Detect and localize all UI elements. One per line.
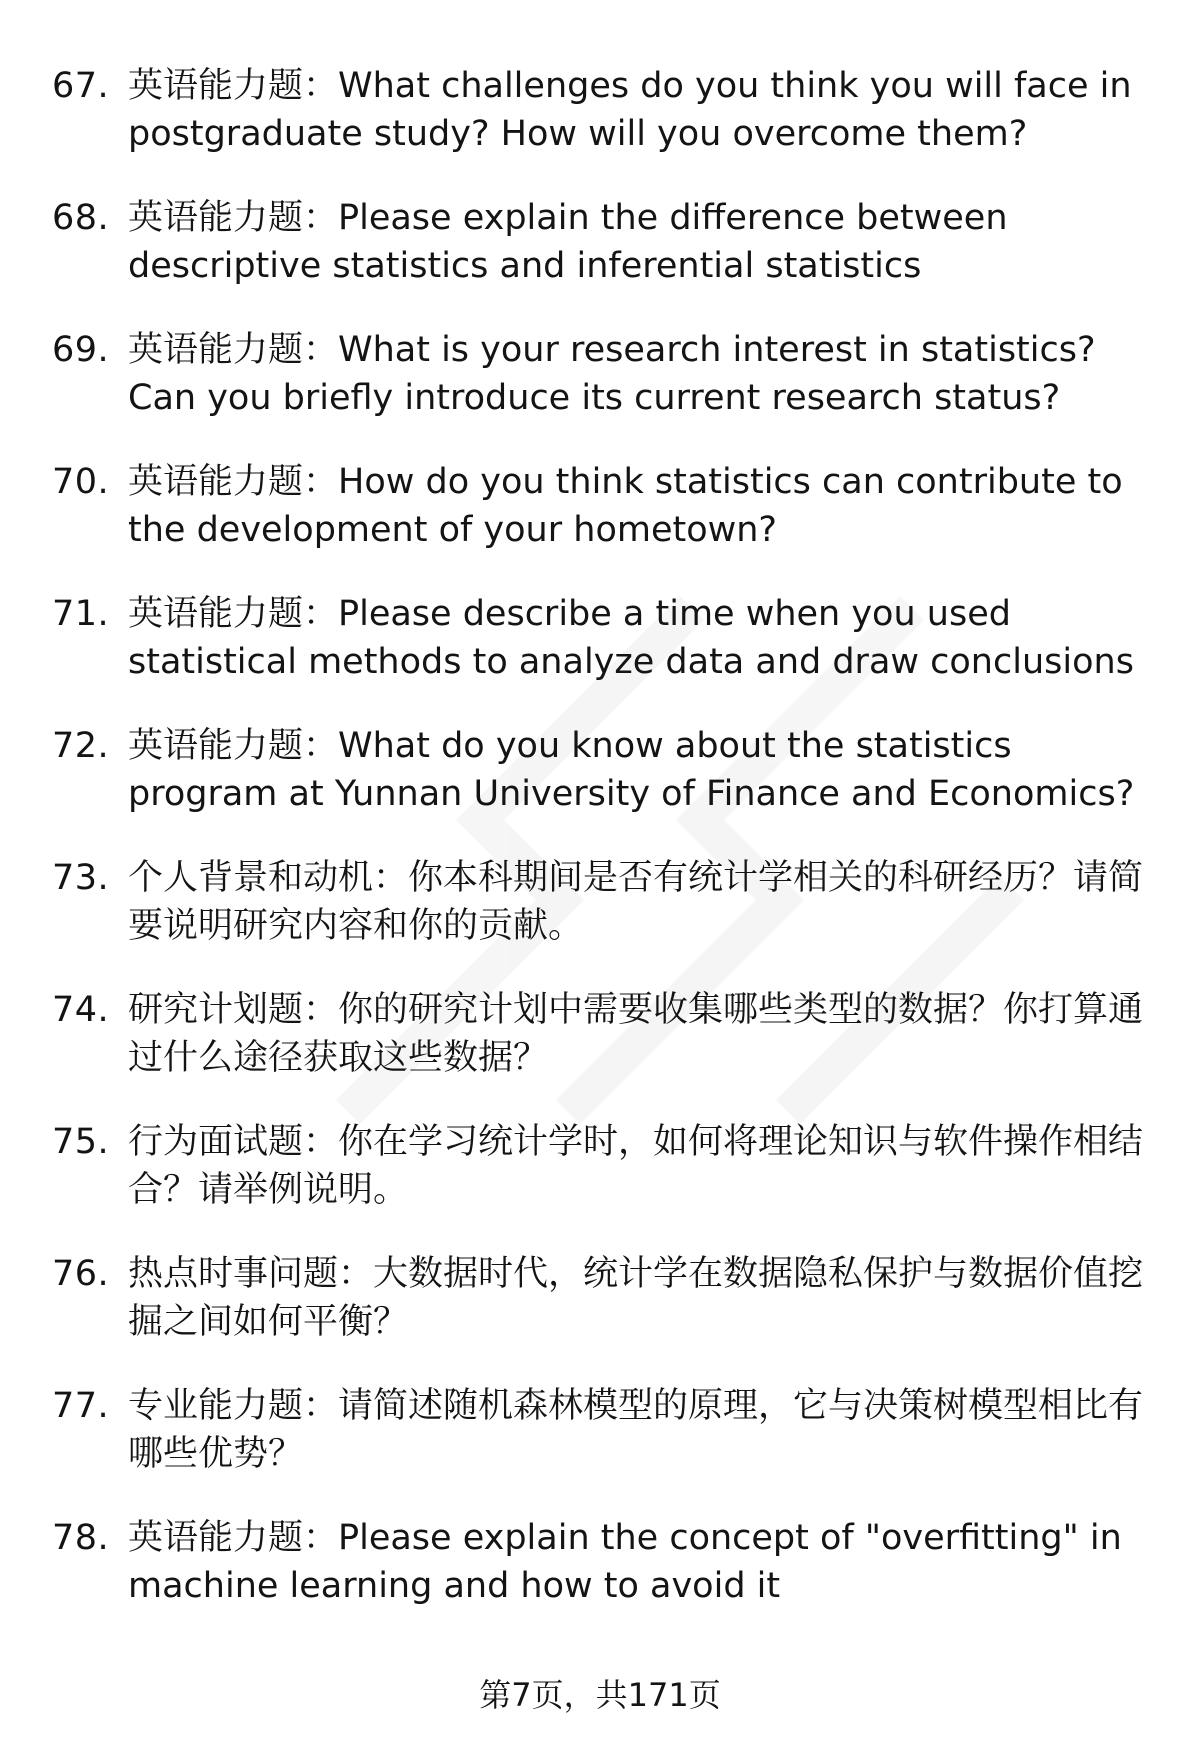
question-text: 英语能力题：What is your research interest in statistics? Can you briefly introduce its current research status?	[128, 330, 1096, 418]
question-number: 72.	[52, 726, 110, 766]
list-item	[0, 722, 1200, 854]
question-text: 英语能力题：How do you think statistics can contribute to the development of your hometown?	[128, 462, 1123, 550]
question-number: 73.	[52, 858, 110, 898]
list-item	[0, 1514, 1200, 1646]
question-number: 76.	[52, 1254, 110, 1294]
list-item	[0, 854, 1200, 986]
question-text: 个人背景和动机：你本科期间是否有统计学相关的科研经历？请简要说明研究内容和你的贡献。	[128, 858, 1144, 946]
page-indicator: 第7页，共171页	[479, 1676, 721, 1714]
list-item	[0, 986, 1200, 1118]
question-text: 英语能力题：Please explain the concept of "overfitting" in machine learning and how to avoid it	[128, 1518, 1122, 1606]
question-number: 78.	[52, 1518, 110, 1558]
list-item	[0, 62, 1200, 194]
question-text: 英语能力题：Please describe a time when you used statistical methods to analyze data and draw conclusions	[128, 594, 1134, 682]
list-item	[0, 1118, 1200, 1250]
list-item	[0, 458, 1200, 590]
question-text: 英语能力题：Please explain the difference between descriptive statistics and inferential statistics	[128, 198, 1008, 286]
question-text: 热点时事问题：大数据时代，统计学在数据隐私保护与数据价值挖掘之间如何平衡？	[128, 1254, 1144, 1342]
question-number: 70.	[52, 462, 110, 502]
question-text: 研究计划题：你的研究计划中需要收集哪些类型的数据？你打算通过什么途径获取这些数据？	[128, 990, 1144, 1078]
list-item	[0, 326, 1200, 458]
question-text: 英语能力题：What do you know about the statistics program at Yunnan University of Finance and Economics?	[128, 726, 1135, 814]
question-text: 英语能力题：What challenges do you think you will face in postgraduate study? How will you overcome them?	[128, 66, 1132, 154]
question-number: 77.	[52, 1386, 110, 1426]
list-item	[0, 194, 1200, 326]
question-number: 71.	[52, 594, 110, 634]
list-item	[0, 1382, 1200, 1514]
question-number: 67.	[52, 66, 110, 106]
list-item	[0, 590, 1200, 722]
question-number: 68.	[52, 198, 110, 238]
question-text: 专业能力题：请简述随机森林模型的原理，它与决策树模型相比有哪些优势？	[128, 1386, 1144, 1474]
question-list	[0, 62, 1200, 1646]
question-number: 75.	[52, 1122, 110, 1162]
question-number: 69.	[52, 330, 110, 370]
list-item	[0, 1250, 1200, 1382]
question-text: 行为面试题：你在学习统计学时，如何将理论知识与软件操作相结合？请举例说明。	[128, 1122, 1144, 1210]
question-number: 74.	[52, 990, 110, 1030]
